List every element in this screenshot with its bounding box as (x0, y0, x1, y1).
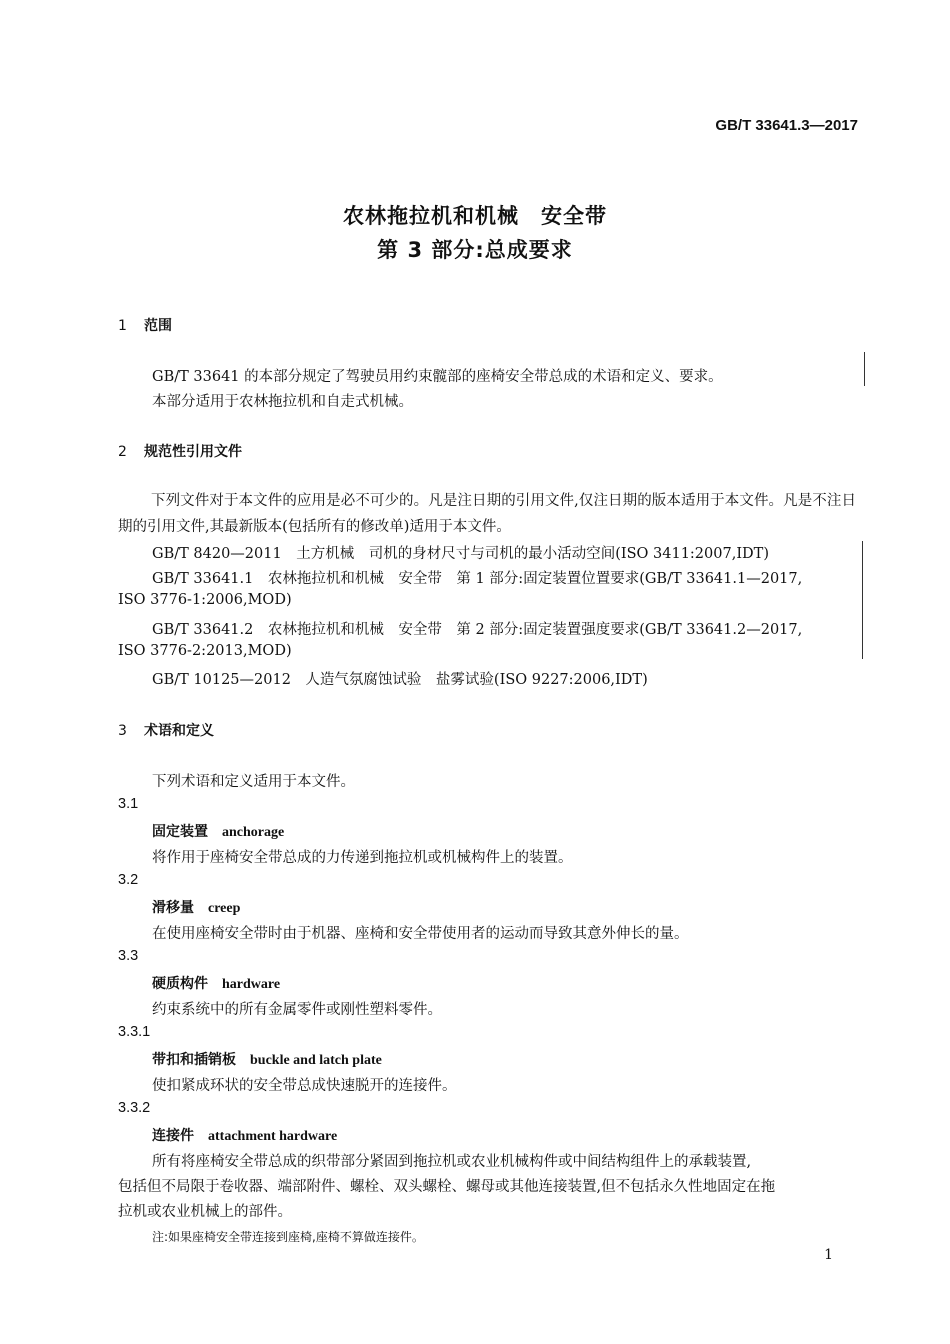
note: 注:如果座椅安全带连接到座椅,座椅不算做连接件。 (152, 1230, 424, 1244)
term-entry (152, 973, 280, 993)
change-bar (864, 352, 865, 386)
terms-intro: 下列术语和定义适用于本文件。 (152, 774, 355, 790)
term-en: attachment hardware (208, 1129, 338, 1144)
clause-number: 3.3 (118, 948, 139, 964)
term-definition: 在使用座椅安全带时由于机器、座椅和安全带使用者的运动而导致其意外伸长的量。 (152, 926, 689, 942)
document-title-line2: 第 3 部分:总成要求 (377, 238, 573, 262)
term-definition: 使扣紧成环状的安全带总成快速脱开的连接件。 (152, 1078, 457, 1094)
term-entry (152, 1049, 382, 1069)
term-definition: 所有将座椅安全带总成的织带部分紧固到拖拉机或农业机械构件或中间结构组件上的承载装置, (152, 1154, 752, 1170)
reference-item: GB/T 33641.1 农林拖拉机和机械 安全带 第 1 部分:固定装置位置要求(GB/T 33641.1—2017, (152, 571, 803, 587)
standard-number: GB/T 33641.3—2017 (715, 117, 858, 134)
term-zh: 连接件 (152, 1128, 194, 1144)
section-title: 规范性引用文件 (144, 444, 242, 460)
term-zh: 带扣和插销板 (152, 1052, 236, 1068)
section-number: 3 (118, 723, 127, 739)
term-zh: 固定装置 (152, 824, 208, 840)
document-title-line1: 农林拖拉机和机械 安全带 (343, 204, 607, 228)
term-en: anchorage (222, 825, 285, 840)
term-entry (152, 821, 284, 841)
clause-number: 3.3.2 (118, 1100, 151, 1116)
change-bar (862, 541, 863, 659)
section-1-heading (118, 315, 172, 335)
scope-paragraph-2: 本部分适用于农林拖拉机和自走式机械。 (152, 394, 413, 410)
section-2-heading (118, 441, 242, 461)
term-definition: 将作用于座椅安全带总成的力传递到拖拉机或机械构件上的装置。 (152, 850, 573, 866)
reference-item: GB/T 8420—2011 土方机械 司机的身材尺寸与司机的最小活动空间(ISO 3411:2007,IDT) (152, 546, 769, 562)
term-en: creep (208, 901, 241, 916)
term-en: hardware (222, 977, 281, 992)
scope-paragraph-1: GB/T 33641 的本部分规定了驾驶员用约束髋部的座椅安全带总成的术语和定义、要求。 (152, 369, 723, 385)
normative-references-intro: 下列文件对于本文件的应用是必不可少的。凡是注日期的引用文件,仅注日期的版本适用于本文件。凡是不注日期的引用文件,其最新版本(包括所有的修改单)适用于本文件。 (118, 493, 856, 535)
term-entry (152, 1125, 337, 1145)
clause-number: 3.2 (118, 872, 139, 888)
term-zh: 硬质构件 (152, 976, 208, 992)
section-number: 2 (118, 444, 127, 460)
reference-item-continuation: ISO 3776-1:2006,MOD) (118, 592, 292, 608)
section-title: 术语和定义 (144, 723, 214, 739)
section-number: 1 (118, 318, 127, 334)
page-number: 1 (824, 1247, 833, 1263)
term-definition: 约束系统中的所有金属零件或刚性塑料零件。 (152, 1002, 442, 1018)
section-3-heading (118, 720, 214, 740)
reference-item: GB/T 33641.2 农林拖拉机和机械 安全带 第 2 部分:固定装置强度要求(GB/T 33641.2—2017, (152, 622, 803, 638)
term-zh: 滑移量 (152, 900, 194, 916)
term-entry (152, 897, 240, 917)
reference-item: GB/T 10125—2012 人造气氛腐蚀试验 盐雾试验(ISO 9227:2006,IDT) (152, 672, 648, 688)
term-definition-continuation: 拉机或农业机械上的部件。 (118, 1204, 292, 1220)
clause-number: 3.3.1 (118, 1024, 151, 1040)
term-en: buckle and latch plate (250, 1053, 382, 1068)
section-title: 范围 (144, 318, 172, 334)
reference-item-continuation: ISO 3776-2:2013,MOD) (118, 643, 292, 659)
term-definition-continuation: 包括但不局限于卷收器、端部附件、螺栓、双头螺栓、螺母或其他连接装置,但不包括永久性地固定在拖 (118, 1179, 776, 1195)
clause-number: 3.1 (118, 796, 139, 812)
